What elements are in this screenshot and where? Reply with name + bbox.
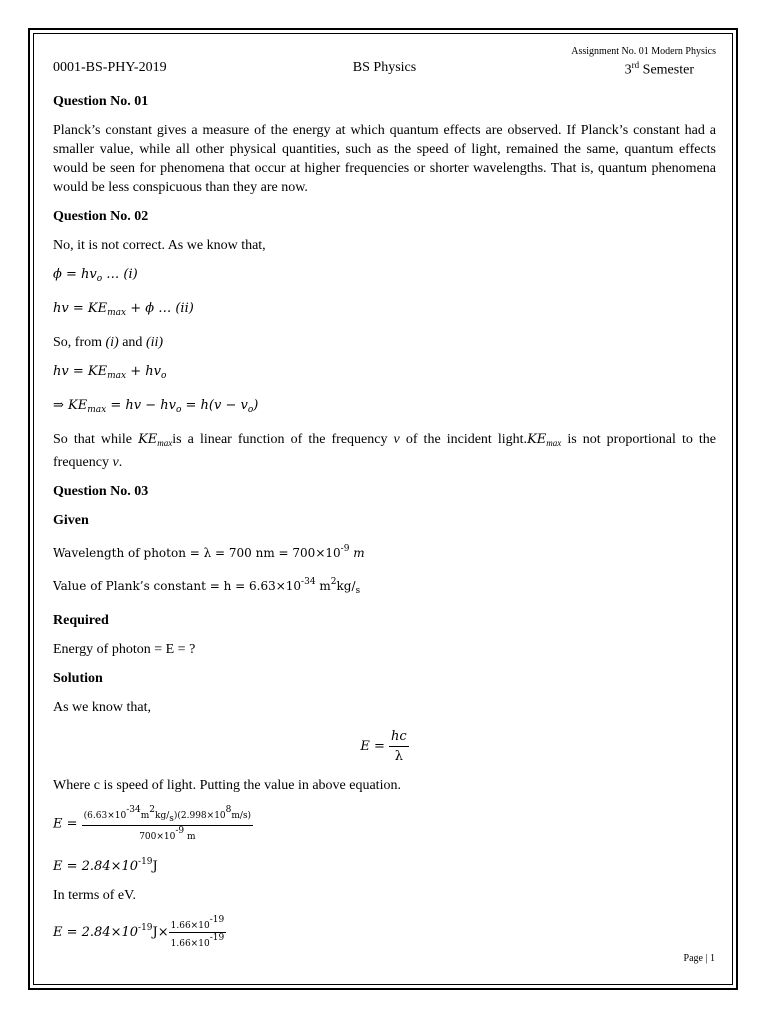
equation-2: hv = $KE_{max} + \phi$ … (ii) <box>53 301 194 318</box>
page-number: Page | 1 <box>683 953 715 964</box>
equation-4: ⇒ $KE_{max}$ = hv − $hv_o = h(v - v_o)$ <box>53 398 259 415</box>
so-from-line: So, from (i) and (ii) <box>53 335 164 350</box>
planck-constant-line: Value of Plank’s constant = $h = 6.63\times 10^{-34}$ $m^2kg/_s$ <box>53 577 361 596</box>
program-name: BS Physics <box>352 60 417 75</box>
ev-line: In terms of eV. <box>53 888 136 903</box>
wavelength-line: Wavelength of photon = λ = 700 nm = $700\times 10^{-9}$ m <box>53 544 365 560</box>
given-heading: Given <box>53 513 89 528</box>
energy-formula: E = $\frac{hc}{\lambda}$ <box>360 729 407 764</box>
substitution-equation: E = $\frac{(6.63\times 10-34m2kg/s)(2.998\times 108m/s)}{700\times 10-9 m}$ <box>53 805 252 842</box>
result-equation: $E = 2.84\times 10^{-19}J$ <box>53 857 158 874</box>
body-flow <box>53 92 716 960</box>
question-2-title: Question No. 02 <box>53 209 149 224</box>
assignment-label: Assignment No. 01 Modern Physics <box>571 46 716 57</box>
question-3-title: Question No. 03 <box>53 484 149 499</box>
question-1-answer: Planck’s constant gives a measure of the energy at which quantum effects are observed. If Planck’s constant had a smaller value, while all other physical quantities, such as the speed of light, remained the same, quantum effects would be seen for phenomena that occur at higher frequencies or shorter wavelengths. That is, quantum phenomena would be less conspicuous than they are now. <box>53 123 716 195</box>
question-2-conclusion: So that while $KE_{max}is$ a linear function of the frequency v of the incident $light.KE_{max}$ is not proportional to the frequency v. <box>53 432 717 470</box>
as-we-know: As we know that, <box>53 700 151 715</box>
header-row <box>53 60 716 80</box>
required-heading: Required <box>53 613 109 628</box>
semester: 3rd Semester <box>624 60 694 78</box>
roll-number: 0001-BS-PHY-2019 <box>53 60 167 75</box>
where-line: Where c is speed of light. Putting the value in above equation. <box>53 778 401 793</box>
question-1-title: Question No. 01 <box>53 94 149 109</box>
equation-1: $\phi = hv_o$ … (i) <box>53 267 138 284</box>
solution-heading: Solution <box>53 671 103 686</box>
required-text: Energy of photon = E = ? <box>53 642 196 657</box>
conversion-equation: $E = 2.84\times 10^{-19}J\times$ $\frac{1.66\times 10-19}{1.66\times 10-19}$ <box>53 915 225 949</box>
question-2-intro: No, it is not correct. As we know that, <box>53 238 266 253</box>
equation-3: hv = $KE_{max} + hv_o$ <box>53 364 167 381</box>
